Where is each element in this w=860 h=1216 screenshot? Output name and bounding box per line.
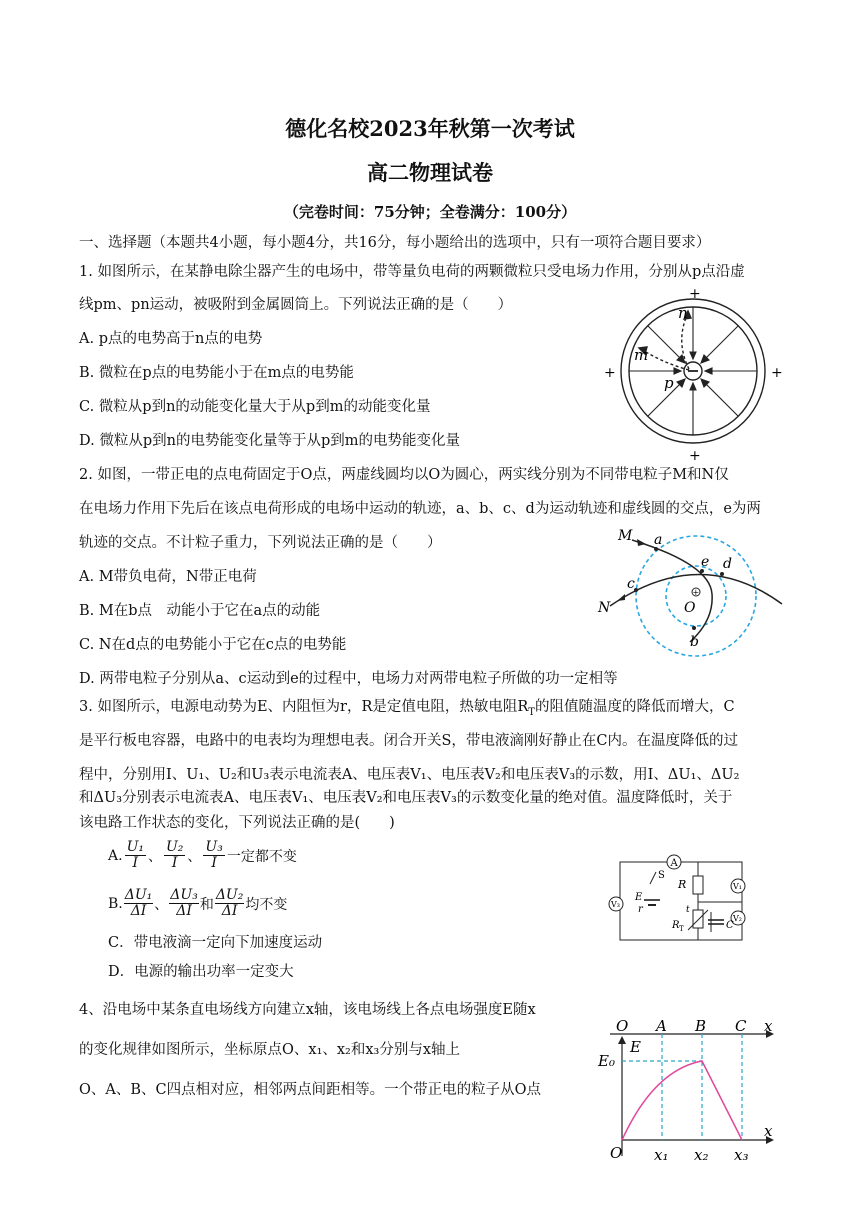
q1-label-n: n — [678, 304, 688, 322]
q2-charge-plus: + — [692, 588, 700, 597]
q1-plus-left: + — [604, 365, 616, 381]
frac-den: I — [171, 855, 178, 871]
q4-top-c: C — [735, 1017, 747, 1035]
q3-ammeter-label: A — [670, 858, 678, 869]
q1-plus-top: + — [689, 286, 701, 302]
q3-option-b — [108, 888, 287, 919]
frac-den: ΔI — [176, 903, 192, 919]
q3-frac-du3 — [169, 888, 199, 919]
sep: 、 — [154, 896, 169, 913]
exam-title: 德化名校2023年秋第一次考试 — [285, 116, 575, 141]
q3-option-a-prefix: A. — [108, 847, 123, 864]
q3-line2: 是平行板电容器，电路中的电表均为理想电表。闭合开关S，带电液滴刚好静止在C内。在温度降低的过 — [79, 733, 739, 749]
q2-option-c: C. N在d点的电势能小于它在c点的电势能 — [79, 637, 347, 653]
q4-line3: O、A、B、C四点相对应，相邻两点间距相等。一个带正电的粒子从O点 — [79, 1082, 541, 1098]
q2-line2: 在电场力作用下先后在该点电荷形成的电场中运动的轨迹，a、b、c、d为运动轨迹和虚线圆的交点，e为两 — [79, 501, 761, 517]
q3-v3-label: V₃ — [611, 900, 620, 909]
q4-x-label: x — [764, 1122, 773, 1140]
frac-num: ΔU₂ — [215, 887, 244, 903]
q4-top-x: x — [764, 1017, 773, 1035]
q2-line1: 2. 如图，一带正电的点电荷固定于O点，两虚线圆均以O为圆心，两实线分别为不同带电粒子M和N仅 — [79, 467, 729, 483]
q3-line1-sub: T — [528, 706, 535, 718]
q4-top-o: O — [616, 1017, 629, 1035]
q4-line1: 4、沿电场中某条直电场线方向建立x轴，该电场线上各点电场强度E随x — [79, 1002, 536, 1018]
q2-label-m: M — [618, 528, 633, 544]
q2-label-e: e — [701, 554, 710, 570]
q4-origin-label: O — [610, 1144, 623, 1162]
q1-figure — [600, 282, 800, 462]
sep: 、 — [147, 848, 162, 865]
q3-circuit — [604, 852, 754, 944]
q4-top-b: B — [695, 1017, 707, 1035]
q1-option-b: B. 微粒在p点的电势能小于在m点的电势能 — [79, 365, 354, 381]
exam-subtitle: 高二物理试卷 — [367, 160, 493, 185]
q3-v2-label: V₂ — [733, 914, 742, 923]
q3-option-d: D．电源的输出功率一定变大 — [108, 964, 294, 980]
frac-den: ΔI — [130, 903, 147, 919]
q3-switch-label: S — [658, 870, 665, 881]
q3-frac-du2 — [215, 888, 245, 919]
q3-frac-u1 — [125, 840, 146, 871]
q3-t-label: t — [686, 905, 690, 915]
q3-line1-text: 3. 如图所示，电源电动势为E、内阻恒为r，R是定值电阻，热敏电阻R — [79, 699, 529, 715]
q3-rt-label: R — [672, 920, 680, 931]
q3-e-label: E — [635, 892, 643, 903]
q4-e-curve — [622, 1061, 742, 1140]
q3-option-a — [108, 840, 297, 871]
frac-num: U₁ — [126, 839, 144, 855]
q3-line1 — [79, 697, 735, 723]
q3-c-label: C — [726, 920, 734, 931]
q2-label-n: N — [598, 600, 611, 616]
q3-rt-sub: T — [679, 925, 684, 933]
q1-plus-right: + — [771, 365, 783, 381]
q4-line2: 的变化规律如图所示，坐标原点O、x₁、x₂和x₃分别与x轴上 — [79, 1042, 461, 1058]
q3-line1-end: 的阻值随温度的降低而增大，C — [534, 699, 735, 715]
q3-v1-label: V₁ — [733, 882, 742, 891]
q2-label-b: b — [690, 634, 699, 650]
q1-line1: 1. 如图所示，在某静电除尘器产生的电场中，带等量负电荷的两颗微粒只受电场力作用，分别从p点沿虚 — [79, 264, 745, 280]
frac-den: ΔI — [221, 903, 238, 919]
q4-e0-label: E₀ — [598, 1052, 615, 1070]
q3-r-label: R — [678, 878, 687, 891]
q3-thermistor — [693, 910, 703, 928]
q3-frac-du1 — [124, 888, 154, 919]
sep: 、 — [187, 848, 202, 865]
q3-line3: 程中，分别用I、U₁、U₂和U₃表示电流表A、电压表V₁、电压表V₂和电压表V₃的示数，用I、ΔU₁、ΔU₂ — [79, 767, 740, 783]
q1-option-a: A. p点的电势高于n点的电势 — [79, 331, 263, 347]
frac-den: I — [211, 855, 217, 871]
frac-num: U₃ — [205, 839, 223, 855]
exam-info: （完卷时间：75分钟；全卷满分：100分） — [283, 203, 577, 221]
q2-line3: 轨迹的交点。不计粒子重力，下列说法正确的是（ ） — [79, 535, 442, 551]
q3-rr-label: r — [638, 904, 643, 915]
q3-option-b-suffix: 均不变 — [245, 896, 288, 913]
q1-line2: 线pm、pn运动，被吸附到金属圆筒上。下列说法正确的是（ ） — [79, 297, 513, 313]
q4-figure — [594, 1010, 784, 1170]
q4-tick-x3: x₃ — [734, 1146, 749, 1164]
q1-plus-bottom: + — [689, 448, 701, 464]
frac-num: U₂ — [165, 839, 184, 855]
q1-label-p: p — [664, 374, 674, 392]
q4-e-label: E — [630, 1038, 641, 1056]
section-heading: 一、选择题（本题共4小题，每小题4分，共16分，每小题给出的选项中，只有一项符合题目要求） — [79, 235, 711, 251]
q4-tick-x2: x₂ — [694, 1146, 709, 1164]
q2-label-o: O — [684, 600, 696, 616]
frac-den: I — [132, 855, 139, 871]
q2-label-a: a — [654, 532, 663, 548]
q1-option-d: D. 微粒从p到n的电势能变化量等于从p到m的电势能变化量 — [79, 433, 460, 449]
q3-frac-u3 — [203, 840, 224, 871]
q3-option-a-suffix: 一定都不变 — [226, 848, 297, 865]
and: 和 — [199, 896, 214, 913]
q2-label-d: d — [723, 556, 732, 572]
frac-num: ΔU₃ — [170, 887, 198, 903]
q3-option-c: C．带电液滴一定向下加速度运动 — [108, 935, 323, 951]
q1-label-m: m — [634, 346, 649, 364]
q2-option-d: D. 两带电粒子分别从a、c运动到e的过程中，电场力对两带电粒子所做的功一定相等 — [79, 671, 618, 687]
q2-option-a: A. M带负电荷，N带正电荷 — [79, 569, 257, 585]
q3-line5: 该电路工作状态的变化，下列说法正确的是( ) — [79, 815, 395, 831]
q4-top-a: A — [656, 1017, 667, 1035]
q3-line4: 和ΔU₃分别表示电流表A、电压表V₁、电压表V₂和电压表V₃的示数变化量的绝对值。温度降低时，关于 — [79, 790, 733, 806]
q4-tick-x1: x₁ — [654, 1146, 669, 1164]
q2-figure — [590, 524, 790, 654]
q2-label-c: c — [627, 576, 635, 592]
frac-num: ΔU₁ — [124, 887, 153, 903]
q2-option-b: B. M在b点 动能小于它在a点的动能 — [79, 603, 321, 619]
q3-frac-u2 — [164, 840, 185, 871]
q3-option-b-prefix: B. — [108, 895, 123, 912]
q3-switch — [650, 872, 656, 884]
q3-resistor-r — [693, 876, 703, 894]
q1-option-c: C. 微粒从p到n的动能变化量大于从p到m的动能变化量 — [79, 399, 431, 415]
